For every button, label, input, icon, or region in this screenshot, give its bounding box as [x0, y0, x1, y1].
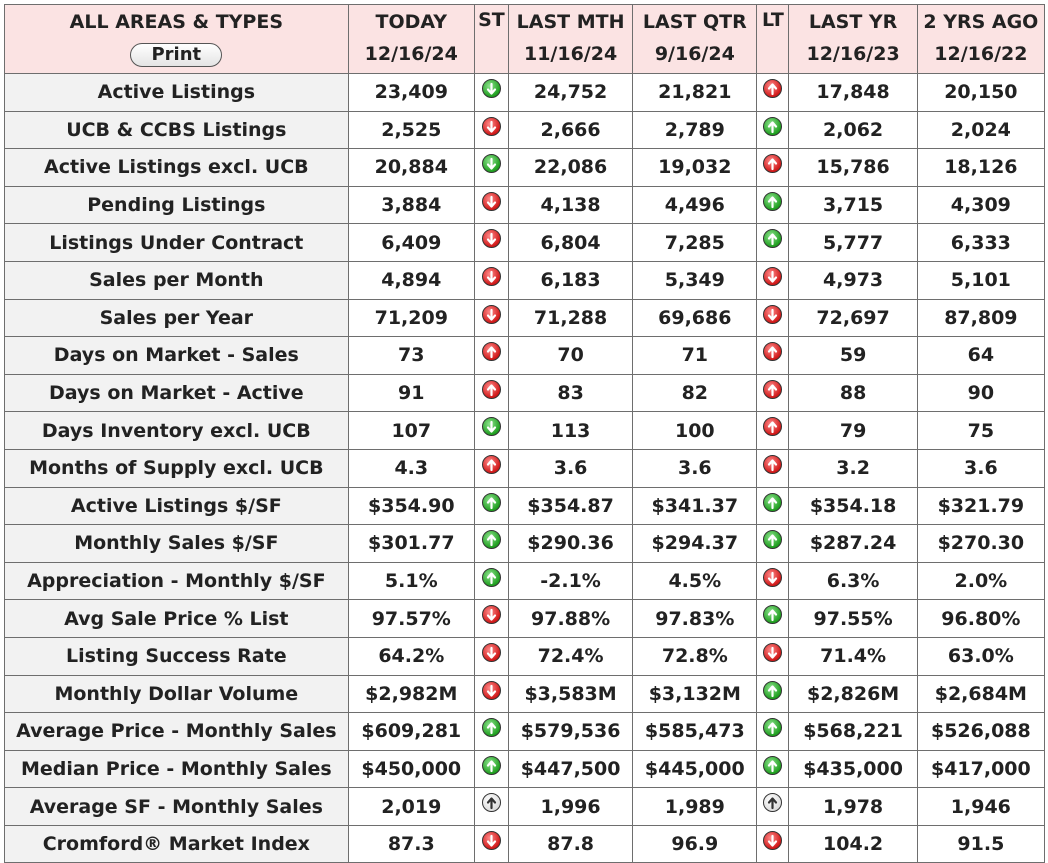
today-header — [348, 5, 474, 74]
today-value: $2,982M — [348, 675, 474, 713]
last-yr-value: 88 — [789, 374, 917, 412]
two-yrs-label: 2 YRS AGO — [923, 11, 1039, 33]
lt-trend-icon-cell — [757, 825, 789, 863]
arrow-down-icon — [482, 305, 501, 324]
last-yr-value: 3.2 — [789, 449, 917, 487]
last-qtr-header — [633, 5, 757, 74]
today-value: 64.2% — [348, 637, 474, 675]
metric-label: Active Listings excl. UCB — [5, 149, 349, 187]
st-trend-icon-cell — [474, 600, 508, 638]
last-yr-value: 79 — [789, 412, 917, 450]
last-mth-value: 6,804 — [508, 224, 632, 262]
st-label: ST — [478, 9, 505, 31]
last-mth-value: $579,536 — [508, 713, 632, 751]
last-mth-value: 70 — [508, 337, 632, 375]
table-row — [5, 337, 1045, 375]
last-mth-value: 2,666 — [508, 111, 632, 149]
two-yrs-value: $2,684M — [917, 675, 1044, 713]
table-row — [5, 111, 1045, 149]
lt-trend-icon-cell — [757, 337, 789, 375]
last-mth-value: $3,583M — [508, 675, 632, 713]
two-yrs-value: 4,309 — [917, 186, 1044, 224]
last-yr-value: 5,777 — [789, 224, 917, 262]
arrow-up-icon — [763, 793, 782, 812]
last-qtr-value: 69,686 — [633, 299, 757, 337]
metric-label: Pending Listings — [5, 186, 349, 224]
last-qtr-value: 97.83% — [633, 600, 757, 638]
two-yrs-date: 12/16/22 — [934, 43, 1028, 65]
metric-label: Months of Supply excl. UCB — [5, 449, 349, 487]
two-yrs-value: 2,024 — [917, 111, 1044, 149]
two-yrs-value: 64 — [917, 337, 1044, 375]
st-trend-icon-cell — [474, 337, 508, 375]
two-yrs-value: 96.80% — [917, 600, 1044, 638]
last-mth-value: -2.1% — [508, 562, 632, 600]
area-header — [5, 5, 349, 74]
arrow-down-icon — [482, 117, 501, 136]
print-button[interactable]: Print — [130, 43, 222, 67]
metric-label: Listings Under Contract — [5, 224, 349, 262]
last-qtr-value: 7,285 — [633, 224, 757, 262]
arrow-up-icon — [763, 605, 782, 624]
arrow-down-icon — [482, 681, 501, 700]
last-qtr-value: $341.37 — [633, 487, 757, 525]
last-mth-value: 22,086 — [508, 149, 632, 187]
market-summary-table — [4, 4, 1045, 863]
two-yrs-value: 75 — [917, 412, 1044, 450]
arrow-down-icon — [482, 831, 501, 850]
lt-trend-icon-cell — [757, 412, 789, 450]
table-row — [5, 186, 1045, 224]
today-value: 73 — [348, 337, 474, 375]
arrow-up-icon — [482, 756, 501, 775]
st-trend-icon-cell — [474, 713, 508, 751]
last-yr-value: 6.3% — [789, 562, 917, 600]
today-label: TODAY — [375, 11, 448, 33]
today-value: 2,525 — [348, 111, 474, 149]
last-mth-value: 1,996 — [508, 788, 632, 826]
st-trend-icon-cell — [474, 487, 508, 525]
arrow-up-icon — [763, 117, 782, 136]
arrow-up-icon — [482, 493, 501, 512]
arrow-up-icon — [482, 380, 501, 399]
last-qtr-date: 9/16/24 — [654, 43, 735, 65]
metric-label: Appreciation - Monthly $/SF — [5, 562, 349, 600]
table-row — [5, 224, 1045, 262]
last-yr-value: $435,000 — [789, 750, 917, 788]
st-trend-icon-cell — [474, 412, 508, 450]
last-yr-header — [789, 5, 917, 74]
last-yr-label: LAST YR — [808, 11, 898, 33]
last-qtr-value: $294.37 — [633, 525, 757, 563]
today-value: 3,884 — [348, 186, 474, 224]
arrow-up-icon — [763, 79, 782, 98]
arrow-up-icon — [482, 568, 501, 587]
lt-trend-icon-cell — [757, 675, 789, 713]
arrow-down-icon — [482, 229, 501, 248]
st-trend-icon-cell — [474, 825, 508, 863]
st-trend-icon-cell — [474, 111, 508, 149]
last-mth-value: $290.36 — [508, 525, 632, 563]
last-qtr-value: 100 — [633, 412, 757, 450]
st-trend-icon-cell — [474, 224, 508, 262]
today-value: 107 — [348, 412, 474, 450]
st-header — [474, 5, 508, 74]
two-yrs-value: $526,088 — [917, 713, 1044, 751]
last-qtr-value: 21,821 — [633, 74, 757, 112]
table-row — [5, 675, 1045, 713]
last-yr-date: 12/16/23 — [806, 43, 900, 65]
table-row — [5, 825, 1045, 863]
arrow-down-icon — [763, 831, 782, 850]
two-yrs-header — [917, 5, 1044, 74]
arrow-up-icon — [482, 455, 501, 474]
lt-label: LT — [761, 9, 784, 31]
table-row — [5, 149, 1045, 187]
last-mth-value: 83 — [508, 374, 632, 412]
st-trend-icon-cell — [474, 525, 508, 563]
last-qtr-value: 96.9 — [633, 825, 757, 863]
arrow-up-icon — [763, 342, 782, 361]
table-row — [5, 449, 1045, 487]
header-row — [5, 5, 1045, 74]
metric-label: Average SF - Monthly Sales — [5, 788, 349, 826]
table-row — [5, 374, 1045, 412]
metric-label: Monthly Sales $/SF — [5, 525, 349, 563]
table-row — [5, 299, 1045, 337]
lt-header — [757, 5, 789, 74]
arrow-up-icon — [763, 192, 782, 211]
metric-label: Average Price - Monthly Sales — [5, 713, 349, 751]
last-qtr-value: 3.6 — [633, 449, 757, 487]
arrow-down-icon — [763, 643, 782, 662]
metric-label: Listing Success Rate — [5, 637, 349, 675]
today-value: $301.77 — [348, 525, 474, 563]
last-yr-value: $354.18 — [789, 487, 917, 525]
arrow-down-icon — [482, 643, 501, 662]
st-trend-icon-cell — [474, 449, 508, 487]
arrow-up-icon — [763, 756, 782, 775]
lt-trend-icon-cell — [757, 261, 789, 299]
two-yrs-value: 1,946 — [917, 788, 1044, 826]
last-mth-value: 97.88% — [508, 600, 632, 638]
arrow-up-icon — [763, 681, 782, 700]
last-mth-value: 113 — [508, 412, 632, 450]
today-value: 6,409 — [348, 224, 474, 262]
st-trend-icon-cell — [474, 374, 508, 412]
two-yrs-value: 87,809 — [917, 299, 1044, 337]
st-trend-icon-cell — [474, 675, 508, 713]
last-qtr-value: $445,000 — [633, 750, 757, 788]
st-trend-icon-cell — [474, 149, 508, 187]
two-yrs-value: 2.0% — [917, 562, 1044, 600]
table-row — [5, 600, 1045, 638]
last-yr-value: 71.4% — [789, 637, 917, 675]
arrow-down-icon — [482, 267, 501, 286]
last-mth-value: 72.4% — [508, 637, 632, 675]
last-qtr-value: $3,132M — [633, 675, 757, 713]
arrow-down-icon — [482, 605, 501, 624]
lt-trend-icon-cell — [757, 487, 789, 525]
lt-trend-icon-cell — [757, 74, 789, 112]
last-yr-value: 97.55% — [789, 600, 917, 638]
arrow-up-icon — [763, 229, 782, 248]
arrow-up-icon — [763, 380, 782, 399]
last-mth-label: LAST MTH — [516, 11, 625, 33]
lt-trend-icon-cell — [757, 525, 789, 563]
arrow-up-icon — [482, 793, 501, 812]
arrow-down-icon — [763, 305, 782, 324]
arrow-up-icon — [763, 417, 782, 436]
table-row — [5, 713, 1045, 751]
last-yr-value: 59 — [789, 337, 917, 375]
table-body — [5, 74, 1045, 863]
metric-label: Avg Sale Price % List — [5, 600, 349, 638]
metric-label: Active Listings — [5, 74, 349, 112]
st-trend-icon-cell — [474, 74, 508, 112]
last-yr-value: 3,715 — [789, 186, 917, 224]
arrow-up-icon — [482, 342, 501, 361]
today-value: 91 — [348, 374, 474, 412]
arrow-up-icon — [763, 154, 782, 173]
last-yr-value: 72,697 — [789, 299, 917, 337]
arrow-up-icon — [763, 718, 782, 737]
last-yr-value: 1,978 — [789, 788, 917, 826]
table-row — [5, 788, 1045, 826]
last-qtr-value: 1,989 — [633, 788, 757, 826]
last-qtr-value: 82 — [633, 374, 757, 412]
lt-trend-icon-cell — [757, 750, 789, 788]
table-row — [5, 562, 1045, 600]
arrow-down-icon — [482, 154, 501, 173]
table-row — [5, 487, 1045, 525]
metric-label: Days on Market - Active — [5, 374, 349, 412]
lt-trend-icon-cell — [757, 713, 789, 751]
today-value: $450,000 — [348, 750, 474, 788]
two-yrs-value: 91.5 — [917, 825, 1044, 863]
last-qtr-value: 2,789 — [633, 111, 757, 149]
today-value: 23,409 — [348, 74, 474, 112]
arrow-down-icon — [763, 568, 782, 587]
last-mth-value: 24,752 — [508, 74, 632, 112]
two-yrs-value: 63.0% — [917, 637, 1044, 675]
last-yr-value: 4,973 — [789, 261, 917, 299]
last-qtr-value: 72.8% — [633, 637, 757, 675]
arrow-down-icon — [482, 192, 501, 211]
today-value: 4.3 — [348, 449, 474, 487]
lt-trend-icon-cell — [757, 449, 789, 487]
lt-trend-icon-cell — [757, 111, 789, 149]
lt-trend-icon-cell — [757, 562, 789, 600]
two-yrs-value: $270.30 — [917, 525, 1044, 563]
two-yrs-value: 18,126 — [917, 149, 1044, 187]
metric-label: Sales per Month — [5, 261, 349, 299]
two-yrs-value: 90 — [917, 374, 1044, 412]
st-trend-icon-cell — [474, 562, 508, 600]
metric-label: Days on Market - Sales — [5, 337, 349, 375]
arrow-up-icon — [763, 530, 782, 549]
table-row — [5, 74, 1045, 112]
last-qtr-label: LAST QTR — [642, 11, 747, 33]
last-mth-header — [508, 5, 632, 74]
last-mth-date: 11/16/24 — [523, 43, 618, 65]
two-yrs-value: 3.6 — [917, 449, 1044, 487]
last-yr-value: 15,786 — [789, 149, 917, 187]
lt-trend-icon-cell — [757, 374, 789, 412]
last-yr-value: $287.24 — [789, 525, 917, 563]
last-qtr-value: $585,473 — [633, 713, 757, 751]
lt-trend-icon-cell — [757, 224, 789, 262]
table-row — [5, 637, 1045, 675]
last-qtr-value: 4,496 — [633, 186, 757, 224]
st-trend-icon-cell — [474, 299, 508, 337]
today-value: 4,894 — [348, 261, 474, 299]
last-qtr-value: 71 — [633, 337, 757, 375]
today-value: 20,884 — [348, 149, 474, 187]
last-qtr-value: 19,032 — [633, 149, 757, 187]
st-trend-icon-cell — [474, 750, 508, 788]
lt-trend-icon-cell — [757, 149, 789, 187]
metric-label: Days Inventory excl. UCB — [5, 412, 349, 450]
last-qtr-value: 4.5% — [633, 562, 757, 600]
last-yr-value: 2,062 — [789, 111, 917, 149]
two-yrs-value: 5,101 — [917, 261, 1044, 299]
table-row — [5, 525, 1045, 563]
metric-label: Active Listings $/SF — [5, 487, 349, 525]
lt-trend-icon-cell — [757, 299, 789, 337]
table-row — [5, 261, 1045, 299]
lt-trend-icon-cell — [757, 788, 789, 826]
two-yrs-value: 6,333 — [917, 224, 1044, 262]
st-trend-icon-cell — [474, 261, 508, 299]
arrow-up-icon — [763, 493, 782, 512]
arrow-up-icon — [482, 530, 501, 549]
today-value: 97.57% — [348, 600, 474, 638]
lt-trend-icon-cell — [757, 186, 789, 224]
last-qtr-value: 5,349 — [633, 261, 757, 299]
last-mth-value: 87.8 — [508, 825, 632, 863]
metric-label: Cromford® Market Index — [5, 825, 349, 863]
table-row — [5, 412, 1045, 450]
today-value: 2,019 — [348, 788, 474, 826]
metric-label: Median Price - Monthly Sales — [5, 750, 349, 788]
today-value: 87.3 — [348, 825, 474, 863]
metric-label: Sales per Year — [5, 299, 349, 337]
st-trend-icon-cell — [474, 788, 508, 826]
st-trend-icon-cell — [474, 637, 508, 675]
last-yr-value: 104.2 — [789, 825, 917, 863]
lt-trend-icon-cell — [757, 637, 789, 675]
last-mth-value: 4,138 — [508, 186, 632, 224]
arrow-down-icon — [482, 417, 501, 436]
today-value: 5.1% — [348, 562, 474, 600]
two-yrs-value: $321.79 — [917, 487, 1044, 525]
two-yrs-value: $417,000 — [917, 750, 1044, 788]
last-yr-value: $2,826M — [789, 675, 917, 713]
arrow-up-icon — [482, 718, 501, 737]
metric-label: Monthly Dollar Volume — [5, 675, 349, 713]
last-yr-value: 17,848 — [789, 74, 917, 112]
last-mth-value: 71,288 — [508, 299, 632, 337]
metric-label: UCB & CCBS Listings — [5, 111, 349, 149]
arrow-down-icon — [482, 79, 501, 98]
arrow-down-icon — [763, 267, 782, 286]
last-mth-value: 3.6 — [508, 449, 632, 487]
last-yr-value: $568,221 — [789, 713, 917, 751]
two-yrs-value: 20,150 — [917, 74, 1044, 112]
today-value: $354.90 — [348, 487, 474, 525]
today-date: 12/16/24 — [364, 43, 458, 65]
last-mth-value: $354.87 — [508, 487, 632, 525]
today-value: 71,209 — [348, 299, 474, 337]
today-value: $609,281 — [348, 713, 474, 751]
last-mth-value: 6,183 — [508, 261, 632, 299]
lt-trend-icon-cell — [757, 600, 789, 638]
last-mth-value: $447,500 — [508, 750, 632, 788]
arrow-up-icon — [763, 455, 782, 474]
area-label: ALL AREAS & TYPES — [69, 11, 283, 33]
table-row — [5, 750, 1045, 788]
st-trend-icon-cell — [474, 186, 508, 224]
